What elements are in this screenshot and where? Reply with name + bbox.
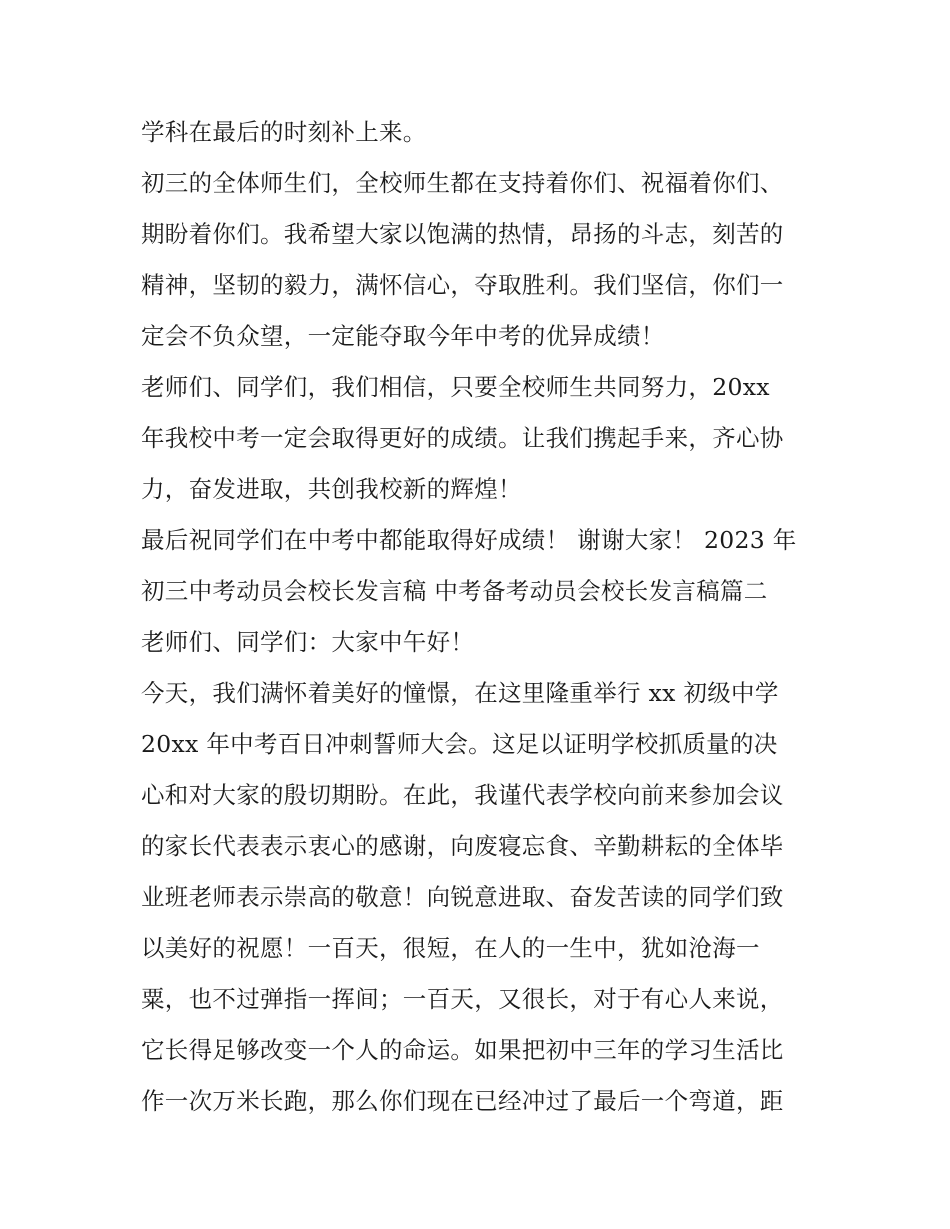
document-body xyxy=(141,107,821,1127)
text-line: 作一次万米长跑，那么你们现在已经冲过了最后一个弯道，距 xyxy=(141,1087,784,1115)
text-line: 粟，也不过弹指一挥间；一百天，又很长，对于有心人来说， xyxy=(141,985,784,1013)
text-line: 老师们、同学们：大家中午好！ xyxy=(141,628,475,656)
text-line: 力，奋发进取，共创我校新的辉煌！ xyxy=(141,475,522,503)
text-line: 最后祝同学们在中考中都能取得好成绩！ 谢谢大家！ 2023 年 xyxy=(141,526,797,554)
text-line: 期盼着你们。我希望大家以饱满的热情，昂扬的斗志，刻苦的 xyxy=(141,220,784,248)
text-line: 学科在最后的时刻补上来。 xyxy=(141,118,427,146)
text-line: 以美好的祝愿！一百天，很短，在人的一生中，犹如沧海一 xyxy=(141,934,760,962)
text-line: 定会不负众望，一定能夺取今年中考的优异成绩！ xyxy=(141,322,665,350)
text-line: 20xx 年中考百日冲刺誓师大会。这足以证明学校抓质量的决 xyxy=(141,730,778,758)
text-line: 的家长代表表示衷心的感谢，向废寝忘食、辛勤耕耘的全体毕 xyxy=(141,832,784,860)
text-line: 初三中考动员会校长发言稿 中考备考动员会校长发言稿篇二 xyxy=(141,577,768,605)
text-line: 初三的全体师生们，全校师生都在支持着你们、祝福着你们、 xyxy=(141,169,784,197)
text-line: 心和对大家的殷切期盼。在此，我谨代表学校向前来参加会议 xyxy=(141,781,784,809)
text-line: 年我校中考一定会取得更好的成绩。让我们携起手来，齐心协 xyxy=(141,424,784,452)
text-line: 业班老师表示崇高的敬意！向锐意进取、奋发苦读的同学们致 xyxy=(141,883,784,911)
text-line: 今天，我们满怀着美好的憧憬，在这里隆重举行 xx 初级中学 xyxy=(141,679,779,707)
text-line: 精神，坚韧的毅力，满怀信心，夺取胜利。我们坚信，你们一 xyxy=(141,271,784,299)
text-line: 老师们、同学们，我们相信，只要全校师生共同努力，20xx xyxy=(141,373,770,401)
text-line: 它长得足够改变一个人的命运。如果把初中三年的学习生活比 xyxy=(141,1036,784,1064)
